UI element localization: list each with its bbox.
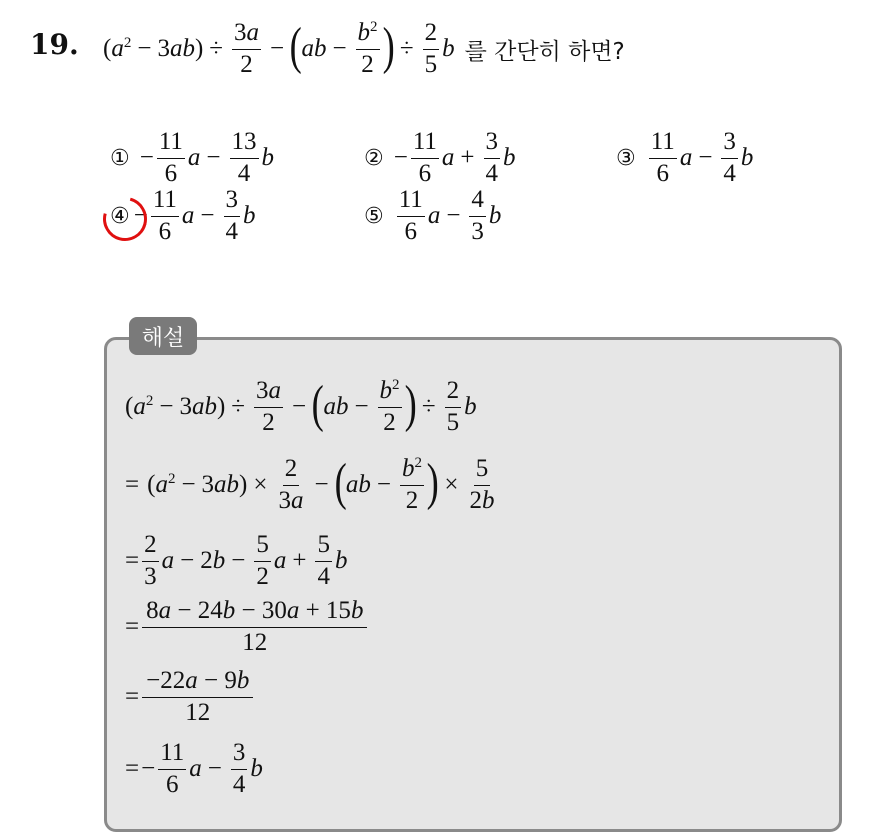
- selected-answer-circle: [95, 188, 155, 248]
- choice-1[interactable]: ① − $\frac{11}{6}$ a − $\frac{13}{4}$ b: [110, 128, 275, 187]
- choice-marker-3: ③: [616, 145, 636, 171]
- question-number: 19.: [30, 28, 79, 61]
- choice-marker-1: ①: [110, 145, 130, 171]
- solution-step-3: = $\frac{2}{3}$ a − 2b − $\frac{5}{2}$ a + $\frac{5}{4}$ b: [125, 531, 348, 590]
- question-expression: ($a^2$ − 3ab) ÷ $\frac{3a}{2}$ − ( ab − $\frac{b^2}{2}$ ) ÷ $\frac{2}{5}$ b 를 간단히 하면?: [103, 18, 625, 78]
- choice-marker-2: ②: [364, 145, 384, 171]
- choice-3[interactable]: ③ $\frac{11}{6}$ a − $\frac{3}{4}$ b: [616, 128, 754, 187]
- solution-step-6: = − $\frac{11}{6}$ a − $\frac{3}{4}$ b: [125, 739, 263, 798]
- solution-step-4: = $\frac{8a - 24b - 30a + 15b}{12}$: [125, 596, 370, 658]
- choice-marker-5: ⑤: [364, 203, 384, 229]
- choice-5[interactable]: ⑤ $\frac{11}{6}$ a − $\frac{4}{3}$ b: [364, 186, 502, 245]
- solution-step-2: = ($a^2$ − 3ab) × $\frac{2}{3a}$ − ( ab − $\frac{b^2}{2}$ ) × $\frac{5}{2b}$: [125, 454, 495, 514]
- solution-step-1: ($a^2$ − 3ab) ÷ $\frac{3a}{2}$ − ( ab − $\frac{b^2}{2}$ ) ÷ $\frac{2}{5}$ b: [125, 376, 477, 436]
- solution-label: 해설: [129, 317, 197, 355]
- choice-4[interactable]: ④ − $\frac{11}{6}$ a − $\frac{3}{4}$ b: [110, 186, 256, 246]
- choice-marker-4: ④: [110, 204, 130, 229]
- question-text: 를 간단히 하면?: [464, 38, 625, 65]
- solution-step-5: = $\frac{-22a - 9b}{12}$: [125, 666, 256, 728]
- choice-2[interactable]: ② − $\frac{11}{6}$ a + $\frac{3}{4}$ b: [364, 128, 516, 187]
